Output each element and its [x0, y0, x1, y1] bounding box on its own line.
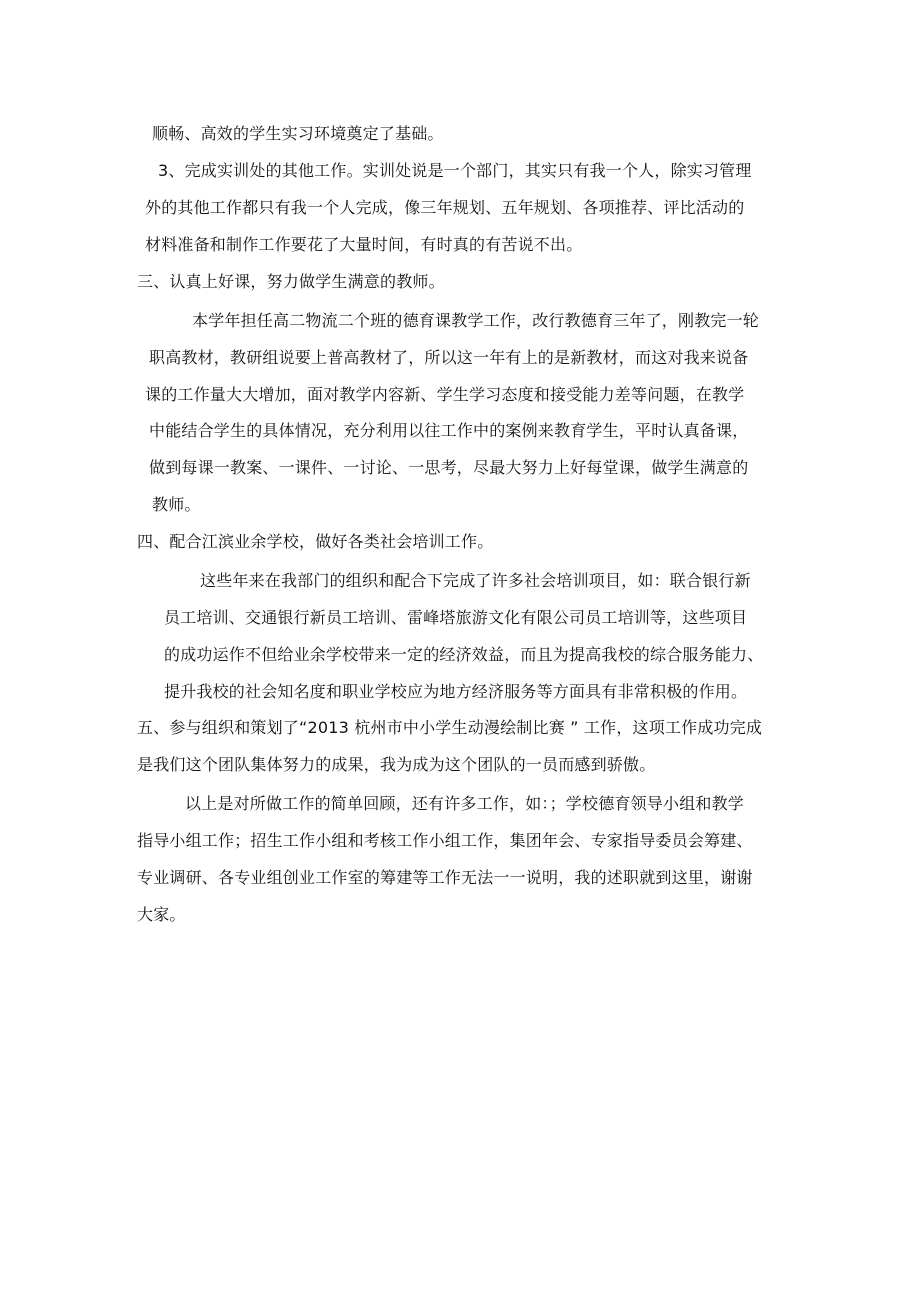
- body-line: 职高教材，教研组说要上普高教材了，所以这一年有上的是新教材，而这对我来说备: [149, 348, 749, 367]
- body-line: 以上是对所做工作的简单回顾，还有许多工作，如：；学校德育领导小组和教学: [185, 794, 745, 813]
- body-line: 顺畅、高效的学生实习环境奠定了基础。: [152, 124, 444, 143]
- body-line: 3、完成实训处的其他工作。实训处说是一个部门，其实只有我一个人，除实习管理: [158, 161, 752, 180]
- body-line: 材料准备和制作工作要花了大量时间，有时真的有苦说不出。: [145, 235, 583, 254]
- body-line: 本学年担任高二物流二个班的德育课教学工作，改行教德育三年了，刚教完一轮: [192, 311, 760, 330]
- body-line: 的成功运作不但给业余学校带来一定的经济效益，而且为提高我校的综合服务能力、: [164, 645, 764, 664]
- body-line: 是我们这个团队集体努力的成果，我为成为这个团队的一员而感到骄傲。: [137, 755, 656, 774]
- body-line: 中能结合学生的具体情况，充分利用以往工作中的案例来教育学生，平时认真备课，: [149, 421, 749, 440]
- section-heading: 四、配合江滨业余学校，做好各类社会培训工作。: [137, 532, 494, 551]
- body-line: 教师。: [152, 495, 201, 514]
- body-line: 员工培训、交通银行新员工培训、雷峰塔旅游文化有限公司员工培训等，这些项目: [164, 608, 748, 627]
- body-line: 外的其他工作都只有我一个人完成，像三年规划、五年规划、各项推荐、评比活动的: [145, 198, 745, 217]
- body-line: 大家。: [137, 905, 186, 924]
- body-line: 提升我校的社会知名度和职业学校应为地方经济服务等方面具有非常积极的作用。: [164, 682, 748, 701]
- body-line: 专业调研、各专业组创业工作室的筹建等工作无法一一说明，我的述职就到这里，谢谢: [137, 868, 753, 887]
- section-heading: 五、参与组织和策划了“2013 杭州市中小学生动漫绘制比赛 ” 工作，这项工作成功完成: [137, 718, 763, 737]
- section-heading: 三、认真上好课，努力做学生满意的教师。: [137, 272, 445, 291]
- body-line: 做到每课一教案、一课件、一讨论、一思考，尽最大努力上好每堂课，做学生满意的: [149, 458, 749, 477]
- body-line: 指导小组工作；招生工作小组和考核工作小组工作，集团年会、专家指导委员会筹建、: [137, 831, 753, 850]
- body-line: 课的工作量大大增加，面对教学内容新、学生学习态度和接受能力差等问题，在教学: [145, 385, 745, 404]
- body-line: 这些年来在我部门的组织和配合下完成了许多社会培训项目，如：联合银行新: [200, 571, 751, 590]
